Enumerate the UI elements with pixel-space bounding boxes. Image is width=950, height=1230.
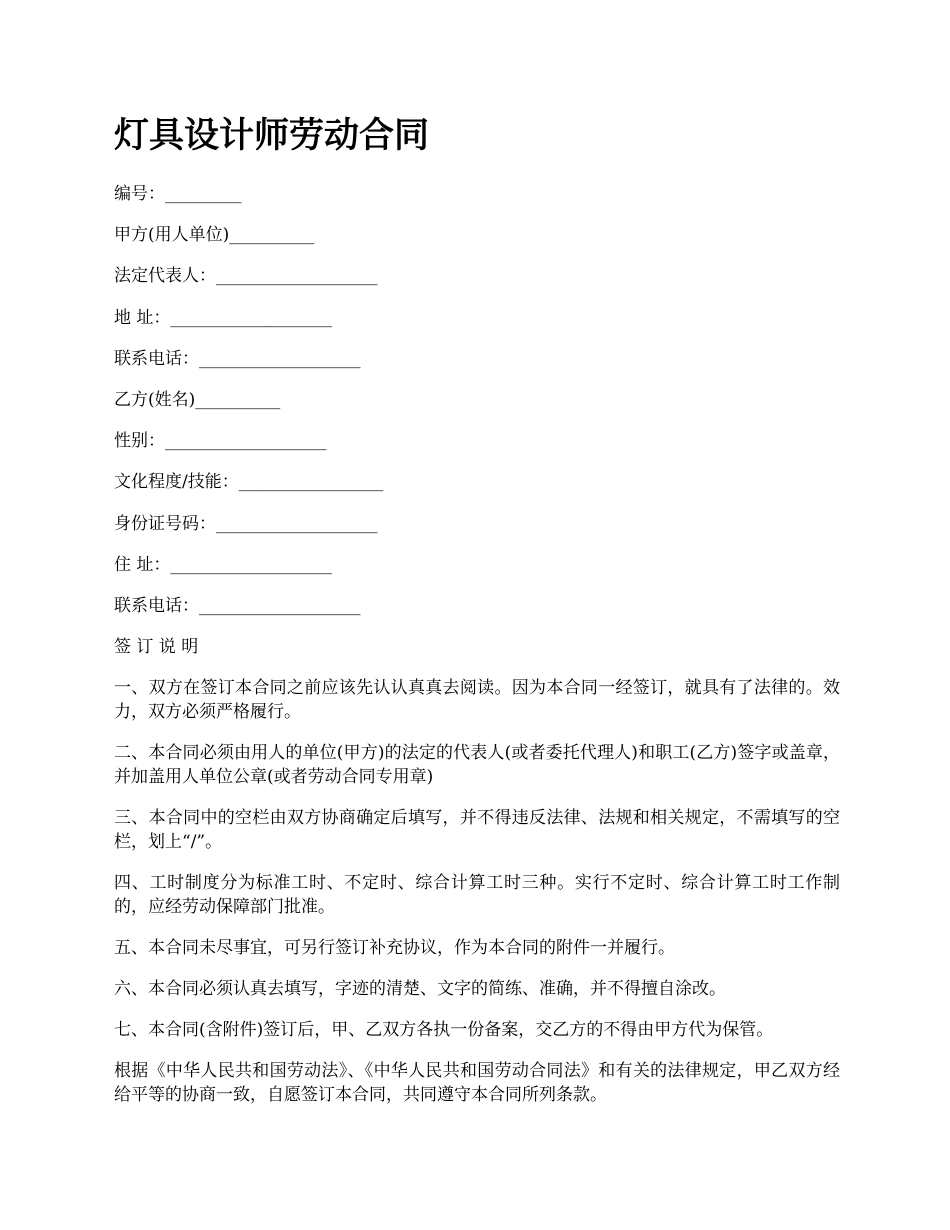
preamble-paragraph: 根据《中华人民共和国劳动法》、《中华人民共和国劳动合同法》和有关的法律规定，甲乙双方经给平等的协商一致，自愿签订本合同，共同遵守本合同所列条款。 xyxy=(114,1061,840,1106)
field-id-number: 身份证号码：___________________ xyxy=(114,513,378,534)
instruction-paragraph-5: 五、本合同未尽事宜，可另行签订补充协议，作为本合同的附件一并履行。 xyxy=(114,938,675,959)
instruction-paragraph-7: 七、本合同(含附件)签订后，甲、乙双方各执一份备案，交乙方的不得由甲方代为保管。 xyxy=(114,1020,774,1041)
document-title: 灯具设计师劳动合同 xyxy=(114,116,430,156)
field-party-b-address: 住 址：___________________ xyxy=(114,554,332,575)
field-party-a-employer: 甲方(用人单位)__________ xyxy=(114,225,315,246)
signing-instructions-heading: 签 订 说 明 xyxy=(114,637,199,658)
instruction-paragraph-4: 四、工时制度分为标准工时、不定时、综合计算工时三种。实行不定时、综合计算工时工作制的，应经劳动保障部门批准。 xyxy=(114,873,840,918)
field-party-b-phone: 联系电话：___________________ xyxy=(114,595,361,616)
field-party-a-address: 地 址：___________________ xyxy=(114,307,332,328)
field-education-skill: 文化程度/技能：_________________ xyxy=(114,472,384,493)
field-party-b-name: 乙方(姓名)__________ xyxy=(114,389,281,410)
instruction-paragraph-3: 三、本合同中的空栏由双方协商确定后填写，并不得违反法律、法规和相关规定，不需填写的空栏，划上“/”。 xyxy=(114,808,840,853)
field-gender: 性别：___________________ xyxy=(114,431,327,452)
field-party-a-phone: 联系电话：___________________ xyxy=(114,348,361,369)
instruction-paragraph-1: 一、双方在签订本合同之前应该先认认真真去阅读。因为本合同一经签订，就具有了法律的。效力，双方必须严格履行。 xyxy=(114,678,840,723)
field-contract-number: 编号：_________ xyxy=(114,184,242,204)
instruction-paragraph-6: 六、本合同必须认真去填写，字迹的清楚、文字的简练、准确，并不得擅自涂改。 xyxy=(114,979,726,1000)
field-legal-representative: 法定代表人：___________________ xyxy=(114,266,378,287)
instruction-paragraph-2: 二、本合同必须由用人的单位(甲方)的法定的代表人(或者委托代理人)和职工(乙方)签字或盖章，并加盖用人单位公章(或者劳动合同专用章) xyxy=(114,743,840,788)
document-page xyxy=(114,112,840,1124)
